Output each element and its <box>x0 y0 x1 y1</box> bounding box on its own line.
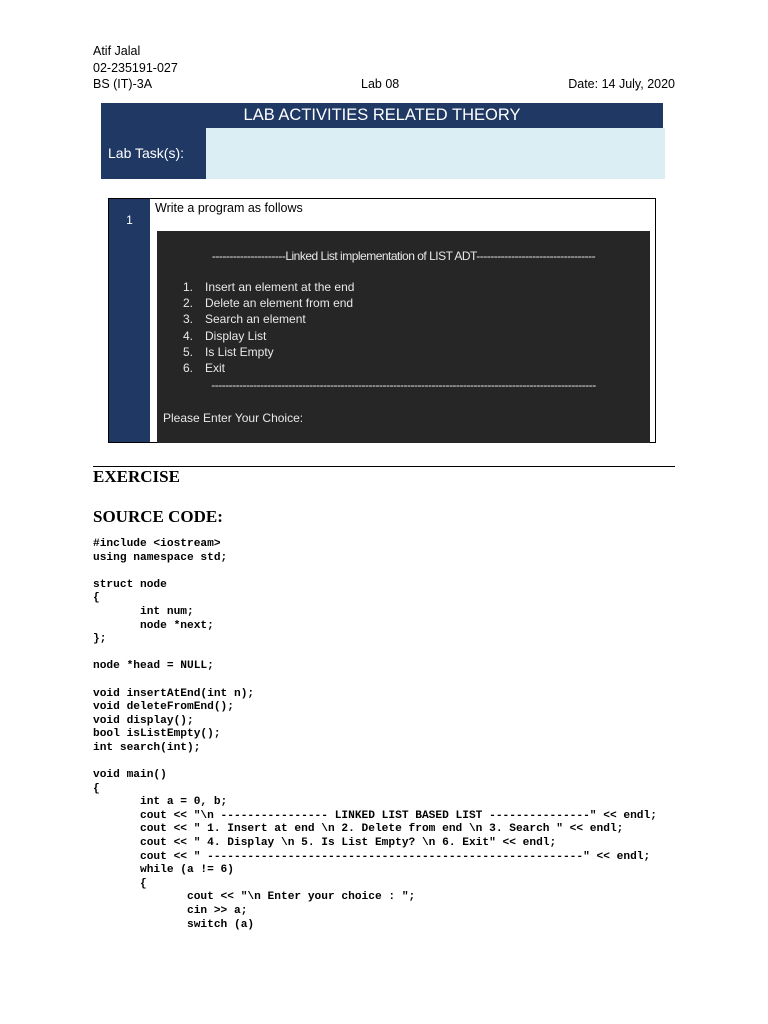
code-line: cout << " 1. Insert at end \n 2. Delete from end \n 3. Search " << endl; <box>93 823 624 836</box>
code-line: switch (a) <box>93 918 255 931</box>
console-menu-text: Search an element <box>205 312 306 327</box>
class-label: BS (IT)-3A <box>93 77 153 91</box>
code-line: int num; <box>93 605 194 618</box>
student-name: Atif Jalal <box>93 44 141 58</box>
code-line: cout << " 4. Display \n 5. Is List Empty? \n 6. Exit" << endl; <box>93 837 557 850</box>
exercise-heading: EXERCISE <box>93 467 180 486</box>
code-line: { <box>93 877 147 890</box>
console-menu-number: 2. <box>183 296 194 311</box>
console-menu-item <box>183 295 354 311</box>
section-divider <box>93 466 675 467</box>
lab-task-field <box>206 128 665 179</box>
console-menu-text: Insert an element at the end <box>205 280 355 294</box>
code-line: cin >> a; <box>93 905 248 918</box>
code-line: cout << "\n ---------------- LINKED LIST BASED LIST ---------------" << endl; <box>93 809 657 822</box>
console-separator: -------------------------------------------------------------------------------------------------------------- <box>211 378 596 392</box>
code-line: void deleteFromEnd(); <box>93 701 234 714</box>
console-screenshot <box>157 231 650 443</box>
task-number: 1 <box>109 199 150 442</box>
lab-date: Date: 14 July, 2020 <box>568 77 675 91</box>
console-menu-number: 4. <box>183 328 194 343</box>
code-line: node *head = NULL; <box>93 660 214 673</box>
code-line: struct node <box>93 578 167 591</box>
header-row <box>93 76 675 92</box>
console-menu-number: 3. <box>183 312 194 327</box>
console-menu-item <box>183 360 354 376</box>
code-line: int search(int); <box>93 741 201 754</box>
code-line: { <box>93 782 100 795</box>
console-menu <box>183 279 354 376</box>
code-line: while (a != 6) <box>93 864 234 877</box>
console-menu-number: 5. <box>183 344 194 359</box>
student-id: 02-235191-027 <box>93 61 178 75</box>
console-menu-number: 6. <box>183 361 194 376</box>
code-line <box>93 565 657 579</box>
console-prompt: Please Enter Your Choice: <box>163 411 304 425</box>
task-description: Write a program as follows <box>155 201 303 215</box>
code-line: cout << " --------------------------------------------------------" << endl; <box>93 850 651 863</box>
console-menu-text: Display List <box>205 328 267 343</box>
console-heading: ---------------------Linked List implementation of LIST ADT---------------------------------- <box>211 249 596 263</box>
code-line: void display(); <box>93 714 194 727</box>
lab-activities-title: LAB ACTIVITIES RELATED THEORY <box>101 103 663 128</box>
console-menu-item <box>183 279 354 295</box>
console-menu-text: Is List Empty <box>205 344 274 359</box>
console-menu-item <box>183 328 354 344</box>
console-menu-item <box>183 344 354 360</box>
code-line <box>93 647 657 661</box>
source-code-block <box>93 538 657 932</box>
code-line: void main() <box>93 769 167 782</box>
console-menu-item <box>183 311 354 327</box>
code-line <box>93 674 657 688</box>
console-menu-text: Delete an element from end <box>205 296 354 311</box>
code-line: int a = 0, b; <box>93 796 228 809</box>
code-line: bool isListEmpty(); <box>93 728 221 741</box>
code-line: { <box>93 592 100 605</box>
lab-task-label: Lab Task(s): <box>101 128 206 179</box>
source-code-heading: SOURCE CODE: <box>93 507 223 526</box>
code-line: using namespace std; <box>93 551 228 564</box>
console-menu-text: Exit <box>205 361 226 376</box>
task-box <box>108 198 656 443</box>
code-line: void insertAtEnd(int n); <box>93 687 255 700</box>
console-menu-number: 1. <box>183 280 194 294</box>
code-line <box>93 756 657 770</box>
lab-number: Lab 08 <box>361 77 400 91</box>
code-line: node *next; <box>93 619 214 632</box>
code-line: }; <box>93 633 107 646</box>
code-line: cout << "\n Enter your choice : "; <box>93 891 416 904</box>
code-line: #include <iostream> <box>93 538 221 550</box>
